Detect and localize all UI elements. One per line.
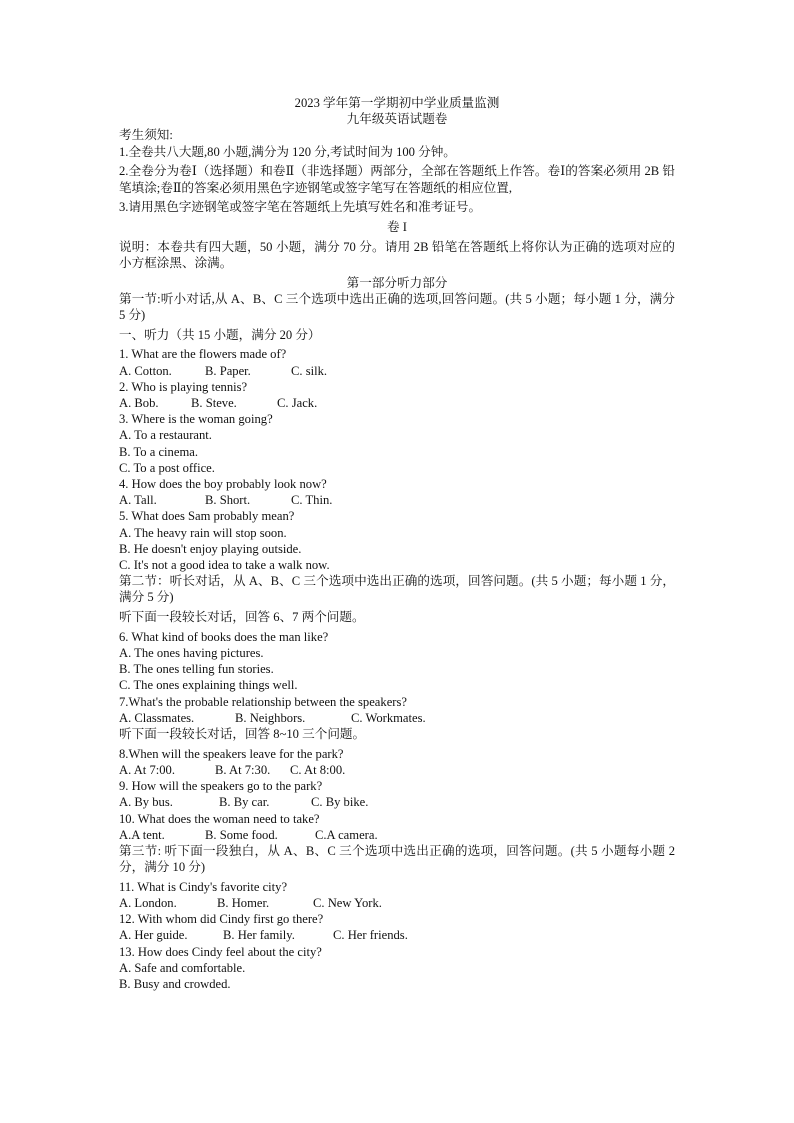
option-c: C. At 8:00. bbox=[290, 762, 346, 777]
question-7-options bbox=[119, 710, 675, 726]
exam-page bbox=[119, 95, 675, 992]
question-6-stem: 6. What kind of books does the man like? bbox=[119, 629, 329, 644]
option-b: B. At 7:30. bbox=[215, 762, 271, 777]
section1-title: 第一节:听小对话,从 A、B、C 三个选项中选出正确的选项,回答问题。(共 5 小题；每小题 1 分，满分 5 分) bbox=[119, 291, 675, 322]
option-a: A. Classmates. bbox=[119, 710, 195, 725]
question-3-stem: 3. Where is the woman going? bbox=[119, 412, 273, 427]
option-a: A. Tall. bbox=[119, 493, 157, 508]
section2-intro-1: 听下面一段较长对话，回答 6、7 两个问题。 bbox=[119, 610, 365, 625]
question-10-stem: 10. What does the woman need to take? bbox=[119, 811, 320, 826]
question-3-option-b: B. To a cinema. bbox=[119, 444, 198, 459]
question-6-option-b: B. The ones telling fun stories. bbox=[119, 662, 274, 677]
option-c: C. silk. bbox=[291, 363, 328, 378]
question-10-options bbox=[119, 827, 675, 843]
exam-title: 2023 学年第一学期初中学业质量监测 bbox=[294, 96, 500, 110]
section3-title: 第三节: 听下面一段独白，从 A、B、C 三个选项中选出正确的选项，回答问题。(共 5 小题每小题 2 分，满分 10 分) bbox=[119, 843, 675, 875]
question-5-option-b: B. He doesn't enjoy playing outside. bbox=[119, 541, 302, 556]
question-7-stem: 7.What's the probable relationship between the speakers? bbox=[119, 694, 407, 709]
part1-title: 第一部分听力部分 bbox=[346, 275, 448, 290]
volume-title: 卷 I bbox=[387, 219, 407, 234]
option-a: A. At 7:00. bbox=[119, 762, 175, 777]
option-c: C. By bike. bbox=[311, 795, 369, 810]
question-1-options bbox=[119, 363, 675, 379]
section2-title: 第二节：听长对话，从 A、B、C 三个选项中选出正确的选项，回答问题。(共 5 小题；每小题 1 分，满分 5 分) bbox=[119, 574, 675, 605]
question-2-stem: 2. Who is playing tennis? bbox=[119, 379, 248, 394]
option-b: B. Short. bbox=[205, 493, 251, 508]
question-5-option-a: A. The heavy rain will stop soon. bbox=[119, 525, 287, 540]
question-6-option-a: A. The ones having pictures. bbox=[119, 646, 264, 660]
exam-subtitle: 九年级英语试题卷 bbox=[346, 112, 448, 127]
option-b: B. By car. bbox=[219, 795, 270, 810]
option-a: A. London. bbox=[119, 896, 177, 911]
question-6-option-c: C. The ones explaining things well. bbox=[119, 678, 298, 693]
option-b: B. Neighbors. bbox=[235, 710, 306, 725]
option-a: A. By bus. bbox=[119, 795, 173, 810]
question-5-stem: 5. What does Sam probably mean? bbox=[119, 509, 295, 524]
notice-item-3: 3.请用黑色字迹钢笔或签字笔在答题纸上先填写姓名和准考证号。 bbox=[119, 200, 482, 215]
question-5-option-c: C. It's not a good idea to take a walk now. bbox=[119, 557, 330, 572]
question-12-stem: 12. With whom did Cindy first go there? bbox=[119, 912, 324, 927]
question-13-option-a: A. Safe and comfortable. bbox=[119, 960, 246, 975]
volume-instruction: 说明：本卷共有四大题，50 小题，满分 70 分。请用 2B 铅笔在答题纸上将你认为正确的选项对应的小方框涂黑、涂满。 bbox=[119, 239, 675, 270]
option-c: C. Her friends. bbox=[333, 928, 408, 943]
question-8-stem: 8.When will the speakers leave for the park? bbox=[119, 746, 344, 761]
question-11-stem: 11. What is Cindy's favorite city? bbox=[119, 879, 288, 894]
question-9-options bbox=[119, 794, 675, 810]
option-c: C. Thin. bbox=[291, 493, 333, 508]
option-b: B. Steve. bbox=[191, 395, 237, 410]
option-c: C. New York. bbox=[313, 896, 382, 911]
option-a: A. Bob. bbox=[119, 395, 159, 410]
question-13-stem: 13. How does Cindy feel about the city? bbox=[119, 944, 322, 959]
question-4-stem: 4. How does the boy probably look now? bbox=[119, 476, 327, 491]
question-8-options bbox=[119, 762, 675, 778]
option-c: C.A camera. bbox=[315, 827, 378, 842]
option-a: A.A tent. bbox=[119, 827, 165, 842]
option-b: B. Paper. bbox=[205, 363, 251, 378]
question-3-option-c: C. To a post office. bbox=[119, 460, 215, 475]
notice-item-1: 1.全卷共八大题,80 小题,满分为 120 分,考试时间为 100 分钟。 bbox=[119, 144, 456, 159]
option-c: C. Workmates. bbox=[351, 710, 426, 725]
question-12-options bbox=[119, 927, 675, 943]
question-1-stem: 1. What are the flowers made of? bbox=[119, 347, 287, 362]
question-11-options bbox=[119, 895, 675, 911]
question-2-options bbox=[119, 395, 675, 411]
option-b: B. Some food. bbox=[205, 827, 278, 842]
question-4-options bbox=[119, 492, 675, 508]
question-9-stem: 9. How will the speakers go to the park? bbox=[119, 779, 323, 794]
notice-heading: 考生须知: bbox=[119, 128, 173, 143]
section2-intro-2: 听下面一段较长对话，回答 8~10 三个问题。 bbox=[119, 727, 366, 742]
option-c: C. Jack. bbox=[277, 395, 318, 410]
option-a: A. Her guide. bbox=[119, 928, 188, 943]
option-a: A. Cotton. bbox=[119, 363, 172, 378]
option-b: B. Homer. bbox=[217, 896, 270, 911]
option-b: B. Her family. bbox=[223, 928, 295, 943]
listening-heading: 一、听力（共 15 小题，满分 20 分） bbox=[119, 327, 321, 342]
question-3-option-a: A. To a restaurant. bbox=[119, 428, 212, 443]
question-13-option-b: B. Busy and crowded. bbox=[119, 977, 231, 992]
notice-item-2: 2.全卷分为卷Ⅰ（选择题）和卷Ⅱ（非选择题）两部分，全部在答题纸上作答。卷Ⅰ的答案必须用 2B 铅笔填涂;卷Ⅱ的答案必须用黑色字迹钢笔或签字笔写在答题纸的相应位置, bbox=[119, 164, 675, 195]
